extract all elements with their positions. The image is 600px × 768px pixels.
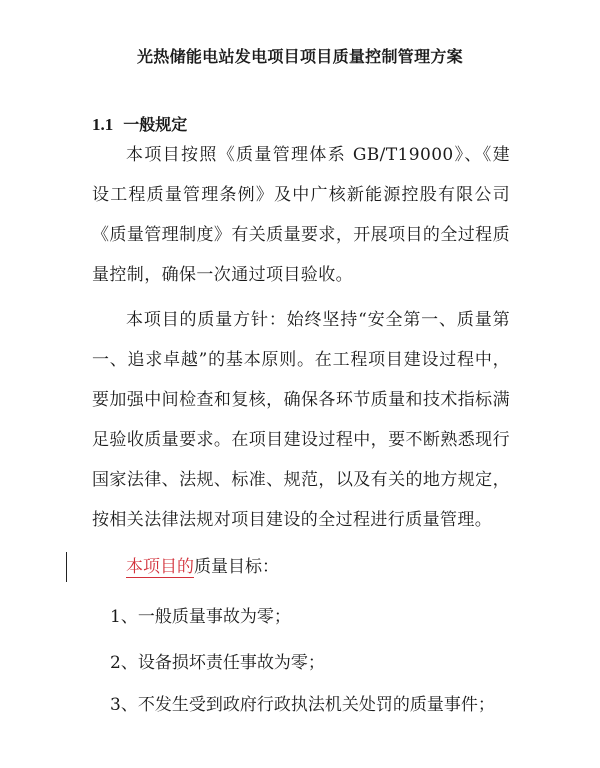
list-item: 3、不发生受到政府行政执法机关处罚的质量事件；	[110, 695, 495, 715]
tracked-change-highlight: 本项目的	[126, 557, 194, 577]
section-title: 一般规定	[123, 115, 188, 134]
quality-goals-label	[126, 552, 279, 577]
section-heading	[92, 112, 187, 135]
list-item: 2、设备损坏责任事故为零；	[110, 653, 325, 673]
paragraph-standards: 本项目按照《质量管理体系 GB/T19000》、《建设工程质量管理条例》及中广核新能源控股有限公司《质量管理制度》有关质量要求，开展项目的全过程质量控制，确保一次通过项目验收。	[92, 145, 510, 285]
section-number: 1.1	[92, 115, 114, 134]
quality-goals-label-rest: 质量目标：	[194, 557, 279, 577]
document-title: 光热储能电站发电项目项目质量控制管理方案	[136, 47, 463, 66]
paragraph-quality-policy: 本项目的质量方针：始终坚持“安全第一、质量第一、追求卓越”的基本原则。在工程项目建设过程中，要加强中间检查和复核，确保各环节质量和技术指标满足验收质量要求。在项目建设过程中，要不断熟悉现行国家法律、法规、标准、规范，以及有关的地方规定，按相关法律法规对项目建设的全过程进行质量管理。	[92, 310, 510, 530]
list-item: 1、一般质量事故为零；	[110, 607, 291, 627]
text-cursor	[66, 552, 67, 582]
